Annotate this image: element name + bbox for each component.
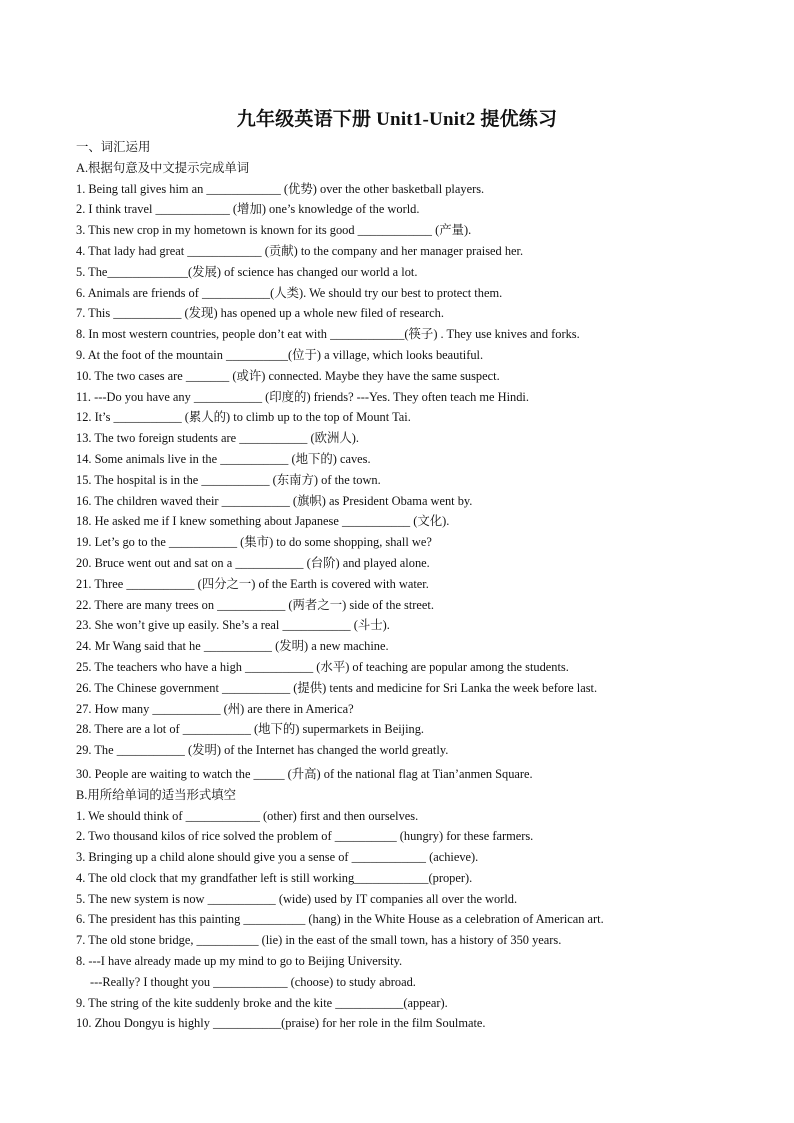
exercise-item: 22. There are many trees on ___________ (两者之一) side of the street. (76, 597, 434, 612)
exercise-item: 3. Bringing up a child alone should give you a sense of ____________ (achieve). (76, 850, 479, 865)
exercise-item: 4. The old clock that my grandfather left is still working____________(proper). (76, 870, 473, 885)
exercise-item: 7. The old stone bridge, __________ (lie) in the east of the small town, has a history of 350 years. (76, 933, 562, 948)
exercise-item: 4. That lady had great ____________ (贡献) to the company and her manager praised her. (76, 243, 524, 258)
worksheet-body (76, 137, 766, 1034)
exercise-item: 13. The two foreign students are ___________ (欧洲人). (76, 431, 359, 446)
exercise-item: 2. Two thousand kilos of rice solved the problem of __________ (hungry) for these farmers. (76, 829, 534, 844)
exercise-item: 3. This new crop in my hometown is known for its good ____________ (产量). (76, 223, 472, 238)
exercise-item: 6. The president has this painting __________ (hang) in the White House as a celebration of American art. (76, 912, 604, 927)
exercise-item: 21. Three ___________ (四分之一) of the Earth is covered with water. (76, 576, 429, 591)
exercise-item: 20. Bruce went out and sat on a ___________ (台阶) and played alone. (76, 555, 430, 570)
exercise-item: 30. People are waiting to watch the _____ (升高) of the national flag at Tian’anmen Square. (76, 766, 533, 781)
exercise-item: 29. The ___________ (发明) of the Internet has changed the world greatly. (76, 743, 449, 758)
exercise-item: 5. The_____________(发展) of science has changed our world a lot. (76, 264, 418, 279)
exercise-item: 15. The hospital is in the ___________ (东南方) of the town. (76, 472, 381, 487)
exercise-item: 12. It’s ___________ (累人的) to climb up to the top of Mount Tai. (76, 410, 411, 425)
exercise-item: 18. He asked me if I knew something about Japanese ___________ (文化). (76, 514, 450, 529)
part-b-heading: B.用所给单词的适当形式填空 (76, 787, 237, 802)
page-title: 九年级英语下册 Unit1-Unit2 提优练习 (236, 109, 558, 130)
exercise-item: 7. This ___________ (发现) has opened up a whole new filed of research. (76, 306, 444, 321)
exercise-item: 10. Zhou Dongyu is highly ___________(praise) for her role in the film Soulmate. (76, 1016, 486, 1031)
exercise-item: 6. Animals are friends of ___________(人类). We should try our best to protect them. (76, 285, 503, 300)
part-a-heading: A.根据句意及中文提示完成单词 (76, 160, 250, 175)
exercise-item: 11. ---Do you have any ___________ (印度的) friends? ---Yes. They often teach me Hindi. (76, 389, 529, 404)
exercise-item: 14. Some animals live in the ___________ (地下的) caves. (76, 451, 371, 466)
exercise-item: 16. The children waved their ___________ (旗帜) as President Obama went by. (76, 493, 473, 508)
exercise-item: 9. The string of the kite suddenly broke and the kite ___________(appear). (76, 995, 448, 1010)
exercise-item: 8. ---I have already made up my mind to go to Beijing University. (76, 954, 403, 969)
exercise-item: 28. There are a lot of ___________ (地下的) supermarkets in Beijing. (76, 722, 425, 737)
exercise-item: 25. The teachers who have a high ___________ (水平) of teaching are popular among the students. (76, 659, 569, 674)
exercise-item: 26. The Chinese government ___________ (提供) tents and medicine for Sri Lanka the week before last. (76, 680, 598, 695)
exercise-item: 5. The new system is now ___________ (wide) used by IT companies all over the world. (76, 891, 518, 906)
exercise-item: 23. She won’t give up easily. She’s a real ___________ (斗士). (76, 618, 390, 633)
exercise-item: 10. The two cases are _______ (或许) connected. Maybe they have the same suspect. (76, 368, 500, 383)
exercise-item: 8. In most western countries, people don’t eat with ____________(筷子) . They use knives and forks. (76, 327, 580, 342)
exercise-item: 9. At the foot of the mountain __________(位于) a village, which looks beautiful. (76, 347, 484, 362)
exercise-item: 19. Let’s go to the ___________ (集市) to do some shopping, shall we? (76, 535, 432, 550)
exercise-item: 24. Mr Wang said that he ___________ (发明) a new machine. (76, 639, 389, 654)
exercise-item: 27. How many ___________ (州) are there in America? (76, 701, 354, 716)
exercise-item: 2. I think travel ____________ (增加) one’s knowledge of the world. (76, 202, 420, 217)
exercise-item: 1. We should think of ____________ (other) first and then ourselves. (76, 808, 419, 823)
exercise-item-continuation: ---Really? I thought you ____________ (choose) to study abroad. (90, 974, 416, 989)
exercise-item: 1. Being tall gives him an ____________ (优势) over the other basketball players. (76, 181, 485, 196)
section-heading: 一、词汇运用 (76, 140, 151, 154)
